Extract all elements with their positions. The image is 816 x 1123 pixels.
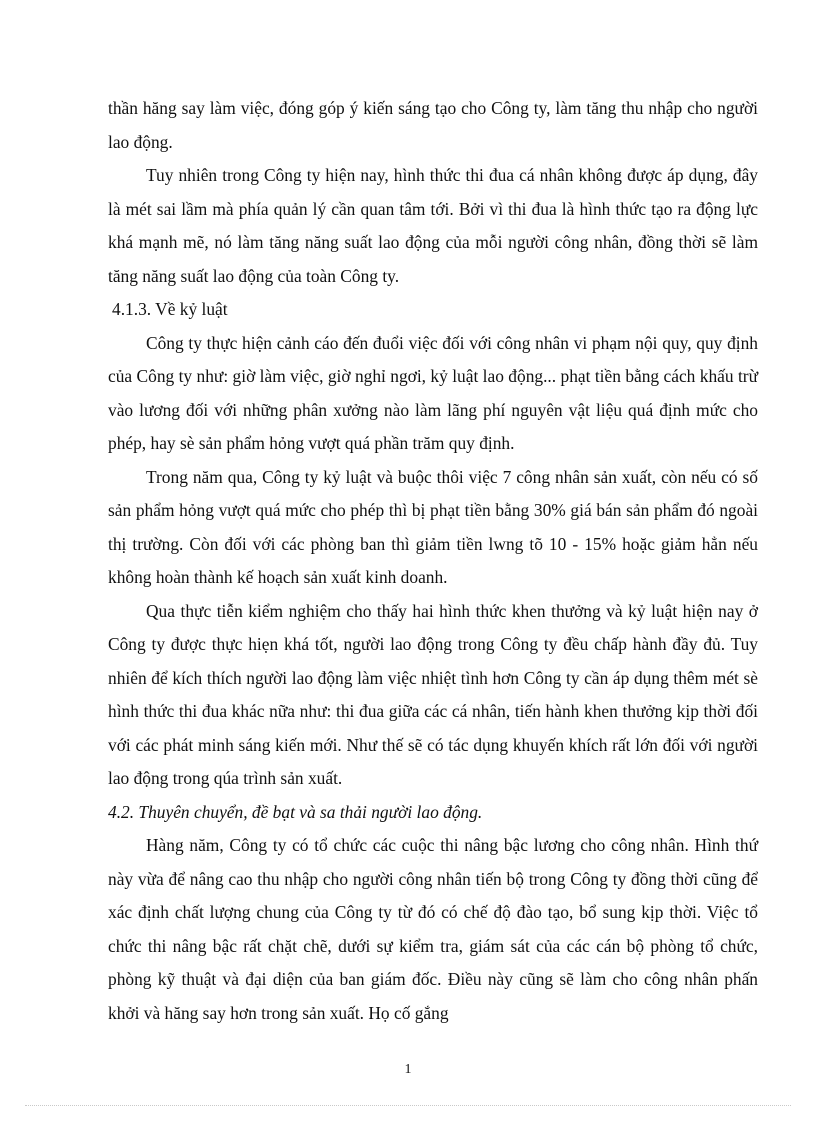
- document-body: [108, 92, 758, 1030]
- section-heading: 4.2. Thuyên chuyển, đề bạt và sa thải người lao động.: [108, 801, 483, 822]
- page-divider: [25, 1105, 791, 1106]
- paragraph: Tuy nhiên trong Công ty hiện nay, hình thức thi đua cá nhân không được áp dụng, đây là mét sai lầm mà phía quản lý cần quan tâm tới. Bởi vì thi đua là hình thức tạo ra động lực khá mạnh mẽ, nó làm tăng năng suất lao động của mỗi người công nhân, đồng thời sẽ làm tăng năng suất lao động của toàn Công ty.: [108, 165, 758, 286]
- paragraph: Hàng năm, Công ty có tổ chức các cuộc thi nâng bậc lương cho công nhân. Hình thứ này vừa để nâng cao thu nhập cho người công nhân tiến bộ trong Công ty đồng thời cũng để xác định chất lượng chung của Công ty từ đó có chế độ đào tạo, bổ sung kịp thời. Việc tổ chức thi nâng bậc rất chặt chẽ, dưới sự kiểm tra, giám sát của các cán bộ phòng tổ chức, phòng kỹ thuật và đại diện của ban giám đốc. Điều này cũng sẽ làm cho công nhân phấn khởi và hăng say hơn trong sản xuất. Họ cố gắng: [108, 835, 758, 1023]
- paragraph: Qua thực tiễn kiểm nghiệm cho thấy hai hình thức khen thưởng và kỷ luật hiện nay ở Công ty được thực hiẹn khá tốt, người lao động trong Công ty đều chấp hành đầy đủ. Tuy nhiên để kích thích người lao động làm việc nhiệt tình hơn Công ty cần áp dụng thêm mét sè hình thức thi đua khác nữa như: thi đua giữa các cá nhân, tiến hành khen thưởng kịp thời đối với các phát minh sáng kiến mới. Như thế sẽ có tác dụng khuyến khích rất lớn đối với người lao động trong qúa trình sản xuất.: [108, 600, 758, 788]
- paragraph: thần hăng say làm việc, đóng góp ý kiến sáng tạo cho Công ty, làm tăng thu nhập cho người lao động.: [108, 98, 758, 152]
- paragraph: Trong năm qua, Công ty kỷ luật và buộc thôi việc 7 công nhân sản xuất, còn nếu có số sản phẩm hỏng vượt quá mức cho phép thì bị phạt tiền bằng 30% giá bán sản phẩm đó ngoài thị trường. Còn đối với các phòng ban thì giảm tiền lwng tõ 10 - 15% hoặc giảm hẳn nếu không hoàn thành kế hoạch sản xuất kinh doanh.: [108, 466, 758, 587]
- section-heading: 4.1.3. Về kỷ luật: [112, 299, 228, 319]
- paragraph: Công ty thực hiện cảnh cáo đến đuổi việc đối với công nhân vi phạm nội quy, quy định của Công ty như: giờ làm việc, giờ nghỉ ngơi, kỷ luật lao động... phạt tiền bằng cách khấu trừ vào lương đối với những phân xưởng nào làm lãng phí nguyên vật liệu quá định mức cho phép, hay sè sản phẩm hỏng vượt quá phần trăm quy định.: [108, 332, 758, 453]
- page-number: 1: [404, 1062, 412, 1077]
